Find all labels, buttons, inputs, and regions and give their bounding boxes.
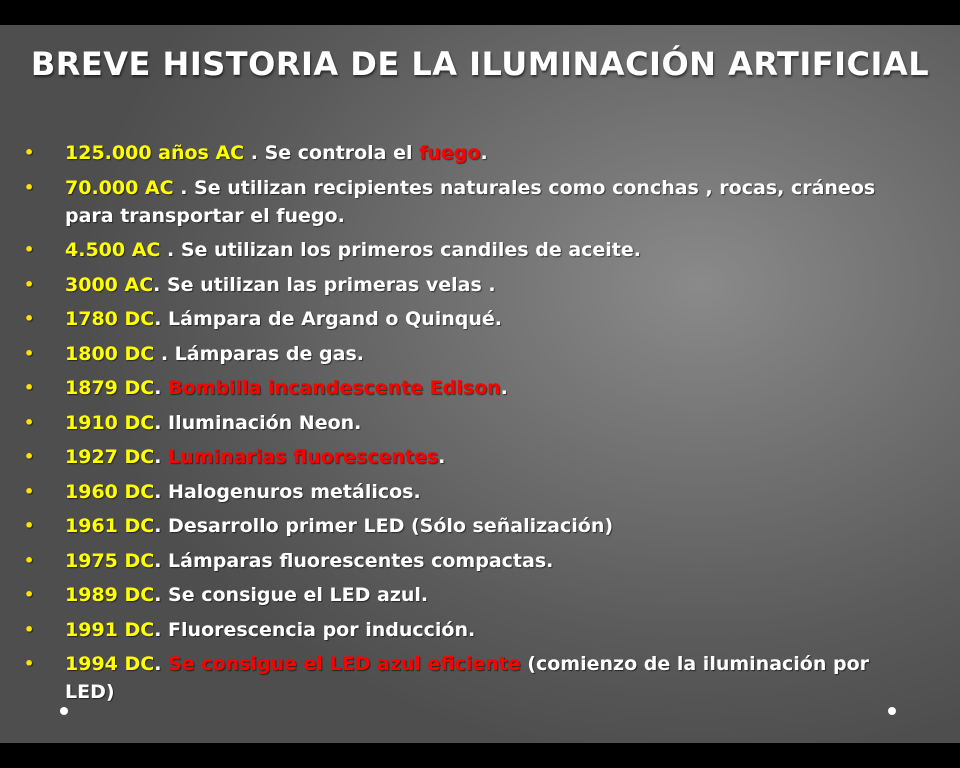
- item-highlight: Luminarias fluorescentes: [168, 446, 439, 468]
- list-item: [24, 616, 924, 644]
- list-item: [24, 581, 924, 609]
- item-year: 3000 AC: [65, 273, 154, 296]
- item-year: 1927 DC: [65, 446, 155, 468]
- item-text: . Lámparas de gas.: [154, 342, 364, 365]
- list-item: [24, 374, 924, 402]
- item-text: .: [154, 653, 169, 675]
- list-item: [24, 409, 924, 437]
- bullet-icon: •: [24, 412, 35, 432]
- item-highlight: Se consigue el LED azul eficiente: [168, 653, 521, 675]
- item-year: 1879 DC: [65, 377, 155, 399]
- item-text: .: [154, 446, 169, 468]
- list-item: [24, 236, 924, 264]
- item-text: . Iluminación Neon.: [154, 411, 362, 434]
- item-year: 1975 DC: [65, 549, 155, 572]
- slide-title: BREVE HISTORIA DE LA ILUMINACIÓN ARTIFICIAL: [30, 45, 930, 83]
- item-highlight: fuego: [419, 142, 481, 164]
- bullet-icon: •: [24, 550, 35, 570]
- item-tail: (comienzo de la iluminación por LED): [65, 653, 870, 703]
- item-year: 1910 DC: [65, 411, 155, 434]
- item-text: . Se consigue el LED azul.: [154, 584, 429, 606]
- item-year: 1800 DC: [65, 342, 155, 365]
- item-year: 1994 DC: [65, 653, 155, 675]
- item-text: . Lámpara de Argand o Quinqué.: [154, 308, 502, 330]
- bullet-icon: •: [24, 343, 35, 363]
- list-item: [24, 174, 924, 230]
- item-text: . Se utilizan los primeros candiles de aceite.: [160, 239, 641, 261]
- item-year: 1989 DC: [65, 584, 155, 606]
- item-year: 1991 DC: [65, 618, 155, 641]
- list-item: [24, 139, 924, 167]
- timeline-list: [24, 139, 924, 713]
- item-year: 1960 DC: [65, 480, 155, 503]
- item-text: . Halogenuros metálicos.: [154, 480, 421, 503]
- bullet-icon: •: [24, 378, 35, 397]
- bullet-icon: •: [24, 177, 35, 197]
- list-item: [24, 547, 924, 575]
- bullet-icon: •: [24, 274, 35, 294]
- bullet-icon: •: [24, 240, 35, 259]
- item-text: . Se controla el: [244, 142, 420, 164]
- item-year: 125.000 años AC: [65, 142, 245, 164]
- item-year: 4.500 AC: [65, 239, 161, 261]
- list-item: [24, 478, 924, 506]
- bullet-icon: •: [24, 654, 35, 673]
- item-tail: .: [480, 142, 488, 164]
- bullet-icon: •: [24, 447, 35, 466]
- bullet-icon: •: [24, 619, 35, 639]
- bullet-icon: •: [24, 516, 35, 535]
- list-item: [24, 650, 924, 706]
- slide-marker-dot-right: [888, 707, 896, 715]
- item-year: 1961 DC: [65, 515, 155, 537]
- item-text: . Lámparas fluorescentes compactas.: [154, 549, 554, 572]
- item-tail: .: [500, 377, 508, 399]
- item-text: . Se utilizan recipientes naturales como conchas , rocas, cráneos para transportar el fuego.: [65, 176, 876, 227]
- item-text: . Fluorescencia por inducción.: [154, 618, 476, 641]
- list-item: [24, 305, 924, 333]
- bullet-icon: •: [24, 143, 35, 162]
- list-item: [24, 443, 924, 471]
- slide: [0, 25, 960, 743]
- item-year: 70.000 AC: [65, 176, 174, 199]
- bullet-icon: •: [24, 309, 35, 328]
- item-tail: .: [438, 446, 446, 468]
- list-item: [24, 271, 924, 299]
- item-text: . Se utilizan las primeras velas .: [153, 273, 496, 296]
- bullet-icon: •: [24, 481, 35, 501]
- item-text: .: [154, 377, 169, 399]
- list-item: [24, 340, 924, 368]
- list-item: [24, 512, 924, 540]
- item-highlight: Bombilla incandescente Edison: [168, 377, 501, 399]
- item-text: . Desarrollo primer LED (Sólo señalización): [154, 515, 614, 537]
- item-year: 1780 DC: [65, 308, 155, 330]
- slide-marker-dot-left: [60, 707, 68, 715]
- bullet-icon: •: [24, 585, 35, 604]
